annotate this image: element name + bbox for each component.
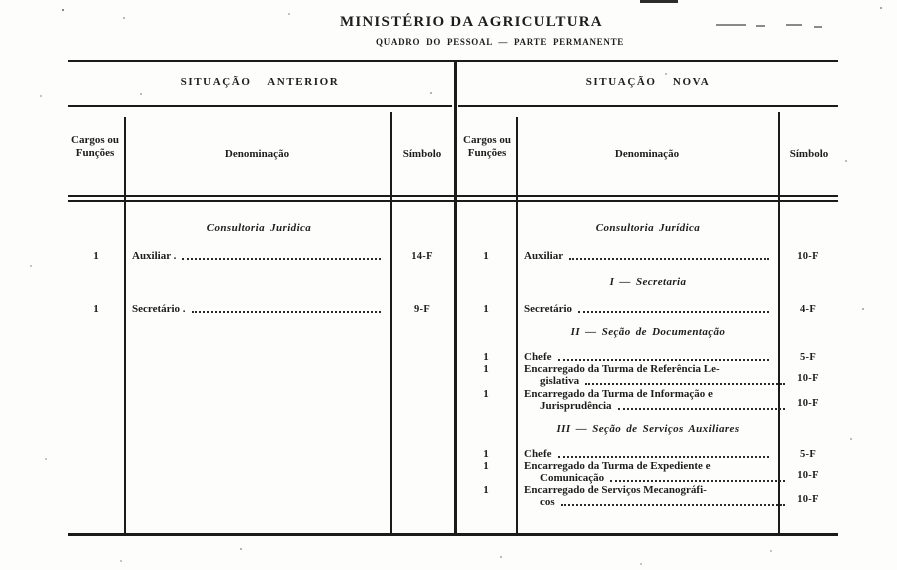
symbol-cell: 10-F: [797, 398, 819, 409]
denomination-label: Secretário: [524, 303, 573, 315]
denomination-label: Jurisprudência: [540, 400, 612, 412]
cargo-cell: 1: [483, 388, 489, 400]
symbol-cell: 14-F: [411, 251, 433, 262]
denomination-label: Auxiliar .: [132, 250, 177, 262]
left-simbolo-divider: [390, 112, 392, 533]
cargo-cell: 1: [483, 250, 489, 262]
denomination-cell: [132, 250, 384, 262]
denomination-label: Secretário .: [132, 303, 186, 315]
scan-artifact-dash: [814, 26, 822, 28]
right-group-title: I — Secretaria: [609, 276, 687, 288]
cargo-cell: 1: [483, 460, 489, 472]
dotted-leader: [610, 472, 785, 482]
table-top-rule: [68, 60, 838, 62]
scan-artifact-dash: [756, 25, 765, 27]
denomination-line2: [524, 400, 788, 412]
denomination-cell: [524, 303, 772, 315]
right-col-header-denominacao: Denominação: [614, 148, 680, 160]
symbol-cell: 10-F: [797, 470, 819, 481]
section-title-nova: SITUAÇÃO NOVA: [585, 76, 711, 88]
denomination-line1: Encarregado da Turma de Referência Le-: [524, 363, 720, 375]
denomination-label: cos: [540, 496, 555, 508]
left-col-header-simbolo: Símbolo: [402, 148, 442, 160]
dotted-leader: [192, 303, 381, 313]
symbol-cell: 10-F: [797, 494, 819, 505]
cargo-cell: 1: [93, 303, 99, 315]
denomination-line1: Encarregado de Serviços Mecanográfi-: [524, 484, 707, 496]
table-bottom-rule: [68, 533, 838, 536]
cargo-cell: 1: [483, 448, 489, 460]
denomination-cell: [132, 303, 384, 315]
dotted-leader: [182, 250, 381, 260]
symbol-cell: 4-F: [799, 304, 817, 315]
denomination-label: Auxiliar: [524, 250, 564, 262]
section-title-anterior: SITUAÇÃO ANTERIOR: [180, 76, 340, 88]
denomination-cell: [524, 351, 772, 363]
scan-artifact-bar: [640, 0, 678, 3]
denomination-line2: [524, 472, 788, 484]
denomination-line1: Encarregado da Turma de Informação e: [524, 388, 713, 400]
header-double-rule-top: [68, 195, 838, 197]
cargo-cell: 1: [483, 484, 489, 496]
dotted-leader: [558, 351, 770, 361]
document-subtitle: QUADRO DO PESSOAL — PARTE PERMANENTE: [376, 37, 624, 47]
denomination-line2: [524, 496, 788, 508]
dotted-leader: [578, 303, 769, 313]
denomination-line1: Encarregado da Turma de Expediente e: [524, 460, 711, 472]
dotted-leader: [561, 496, 785, 506]
cargo-cell: 1: [93, 250, 99, 262]
right-group-title: III — Seção de Serviços Auxiliares: [556, 423, 740, 435]
band-rule-right: [458, 105, 838, 107]
dotted-leader: [569, 250, 769, 260]
right-col-header-cargos: Cargos ou Funções: [463, 134, 511, 159]
denomination-line2: [524, 375, 788, 387]
right-col-header-simbolo: Símbolo: [789, 148, 829, 160]
left-cargos-divider: [124, 117, 126, 533]
cargo-cell: 1: [483, 351, 489, 363]
right-cargos-divider: [516, 117, 518, 533]
right-group-title: II — Seção de Documentação: [570, 326, 726, 338]
dotted-leader: [585, 375, 785, 385]
symbol-cell: 10-F: [797, 251, 819, 262]
scan-artifact-dash: [716, 24, 746, 26]
symbol-cell: 5-F: [799, 449, 817, 460]
header-double-rule-bottom: [68, 200, 838, 202]
dotted-leader: [618, 400, 785, 410]
symbol-cell: 5-F: [799, 352, 817, 363]
scan-noise-specks: [0, 0, 2, 2]
cargo-cell: 1: [483, 303, 489, 315]
center-divider: [454, 60, 457, 533]
band-rule-left: [68, 105, 452, 107]
right-group-title: Consultoria Jurídica: [595, 222, 701, 234]
denomination-label: gislativa: [540, 375, 580, 387]
document-title: MINISTÉRIO DA AGRICULTURA: [340, 14, 603, 30]
dotted-leader: [558, 448, 770, 458]
denomination-label: Comunicação: [540, 472, 605, 484]
symbol-cell: 10-F: [797, 373, 819, 384]
denomination-label: Chefe: [524, 448, 552, 460]
symbol-cell: 9-F: [413, 304, 431, 315]
denomination-cell: [524, 250, 772, 262]
cargo-cell: 1: [483, 363, 489, 375]
denomination-label: Chefe: [524, 351, 552, 363]
left-col-header-denominacao: Denominação: [224, 148, 290, 160]
left-col-header-cargos: Cargos ou Funções: [71, 134, 119, 159]
left-group-title: Consultoria Juridica: [206, 222, 312, 234]
denomination-cell: [524, 448, 772, 460]
scan-artifact-dash: [786, 24, 802, 26]
